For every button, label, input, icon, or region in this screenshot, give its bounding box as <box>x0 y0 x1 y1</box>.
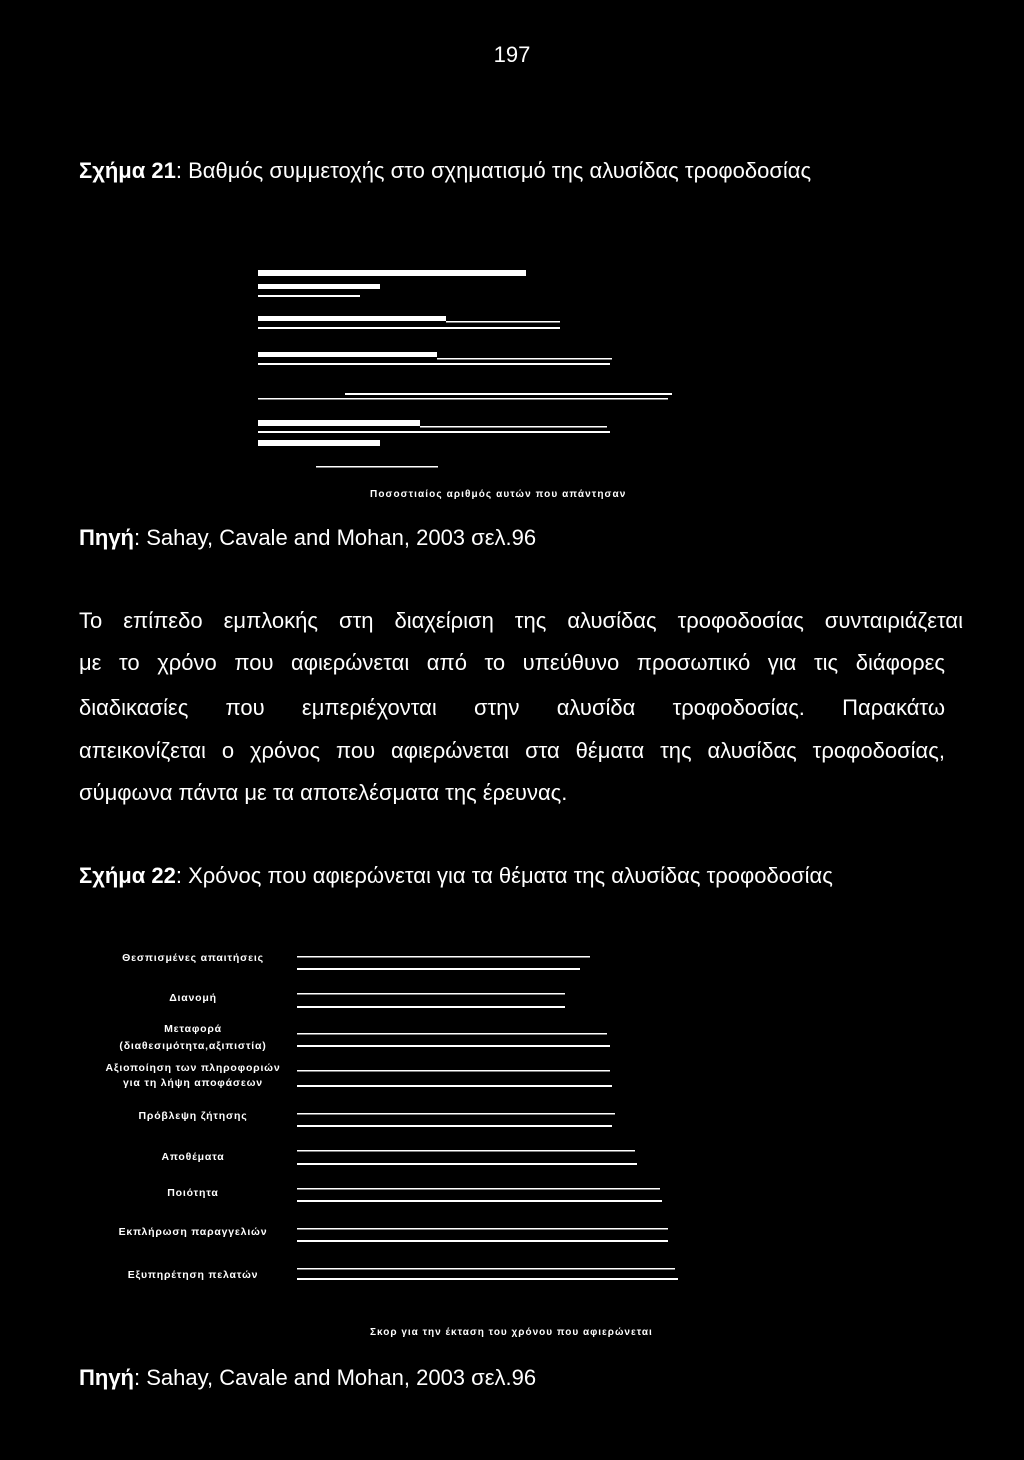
chart22-category-label <box>88 1268 298 1283</box>
chart22-category-label <box>88 991 298 1006</box>
chart21-bar <box>258 327 560 329</box>
category-text: για τη λήψη αποφάσεων <box>123 1077 263 1089</box>
page-number: 197 <box>493 42 531 67</box>
figure-21-x-axis-label: Ποσοστιαίος αριθμός αυτών που απάντησαν <box>370 489 627 500</box>
chart21-bar <box>258 284 380 289</box>
chart22-bar <box>297 1113 615 1115</box>
chart21-bar <box>446 321 560 323</box>
chart22-bar <box>297 1033 607 1035</box>
figure-22-label: Σχήμα 22 <box>79 863 176 888</box>
paragraph-line: Το επίπεδο εμπλοκής στη διαχείριση της αλυσίδας τροφοδοσίας συνταιριάζεται <box>79 608 963 633</box>
paragraph-line: με το χρόνο που αφιερώνεται από το υπεύθυνο προσωπικό για τις διάφορες <box>79 650 945 675</box>
figure-21-title: : Βαθμός συμμετοχής στο σχηματισμό της αλυσίδας τροφοδοσίας <box>175 158 812 183</box>
chart22-bar <box>297 1045 610 1047</box>
chart22-category-label <box>88 1061 298 1091</box>
category-text: Πρόβλεψη ζήτησης <box>138 1110 248 1122</box>
chart21-bar <box>258 440 380 446</box>
chart22-bar <box>297 968 580 970</box>
category-text: Αποθέματα <box>161 1151 225 1163</box>
figure-21-label: Σχήμα 21 <box>79 158 176 183</box>
chart22-category-label <box>88 1109 298 1124</box>
chart22-bar <box>297 956 590 958</box>
figure-22-title: : Χρόνος που αφιερώνεται για τα θέματα της αλυσίδας τροφοδοσίας <box>175 863 833 888</box>
chart22-bar <box>297 993 565 995</box>
chart22-bar <box>297 1163 637 1165</box>
source-label: Πηγή <box>79 1365 134 1390</box>
chart22-category-label <box>88 1186 298 1201</box>
chart21-bar <box>258 295 360 297</box>
category-text: Εξυπηρέτηση πελατών <box>127 1269 259 1281</box>
paragraph-line: απεικονίζεται ο χρόνος που αφιερώνεται στα θέματα της αλυσίδας τροφοδοσίας, <box>79 738 945 763</box>
figure-22-caption <box>79 863 833 889</box>
source-label: Πηγή <box>79 525 134 550</box>
chart22-bar <box>297 1070 610 1072</box>
chart21-bar <box>258 420 420 426</box>
chart22-bar <box>297 1125 612 1127</box>
chart22-category-label <box>88 1225 298 1240</box>
chart21-bar <box>437 358 612 360</box>
chart21-bar <box>420 426 607 428</box>
chart21-bar <box>258 270 526 276</box>
chart21-bar <box>258 431 610 433</box>
chart21-bar <box>258 352 437 357</box>
chart21-bar <box>258 363 610 365</box>
chart22-bar <box>297 1200 662 1202</box>
chart21-bar <box>258 316 446 321</box>
chart21-bar <box>345 393 672 395</box>
figure-21-caption <box>79 158 811 184</box>
source-text: : Sahay, Cavale and Mohan, 2003 σελ.96 <box>134 1365 537 1390</box>
category-text: Αξιοποίηση των πληροφοριών <box>105 1062 281 1074</box>
figure-22-x-axis-label: Σκορ για την έκταση του χρόνου που αφιερώνεται <box>370 1327 653 1338</box>
chart21-bar <box>258 398 668 400</box>
figure-22-chart <box>290 945 690 1290</box>
category-text: Θεσπισμένες απαιτήσεις <box>122 952 264 964</box>
source-text: : Sahay, Cavale and Mohan, 2003 σελ.96 <box>134 525 537 550</box>
figure-22-source <box>79 1365 536 1391</box>
paragraph-line: διαδικασίες που εμπεριέχονται στην αλυσίδα τροφοδοσίας. Παρακάτω <box>79 695 945 720</box>
paragraph-line: σύμφωνα πάντα με τα αποτελέσματα της έρευνας. <box>79 780 568 805</box>
chart22-bar <box>297 1085 612 1087</box>
figure-21-source <box>79 525 536 551</box>
chart22-bar <box>297 1278 678 1280</box>
chart22-bar <box>297 1240 668 1242</box>
category-text: (διαθεσιμότητα,αξιπιστία) <box>119 1040 267 1052</box>
category-text: Διανομή <box>169 992 217 1004</box>
chart22-category-label <box>88 1150 298 1165</box>
category-text: Μεταφορά <box>164 1023 222 1035</box>
chart22-bar <box>297 1006 565 1008</box>
chart22-bar <box>297 1228 668 1230</box>
chart22-category-label <box>88 951 298 966</box>
figure-21-chart <box>250 262 690 477</box>
chart21-bar <box>316 466 438 468</box>
chart22-category-label <box>88 1021 298 1055</box>
category-text: Εκπλήρωση παραγγελιών <box>118 1226 268 1238</box>
chart22-bar <box>297 1268 675 1270</box>
chart22-bar <box>297 1188 660 1190</box>
chart22-bar <box>297 1150 635 1152</box>
category-text: Ποιότητα <box>167 1187 219 1199</box>
